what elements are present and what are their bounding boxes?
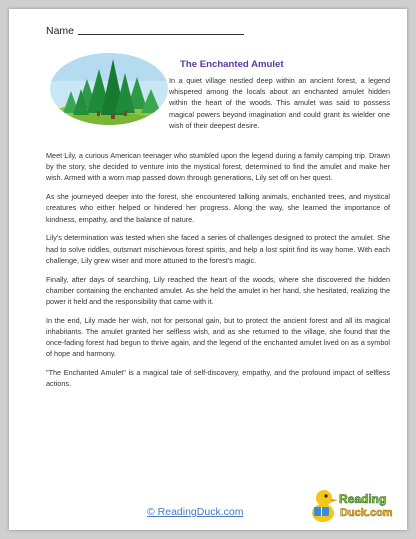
paragraph: Meet Lily, a curious American teenager who stumbled upon the legend during a family camping trip. Drawn by the story, she decided to venture into the mystical forest, determined to find the amulet and make her wish. Armed with a worn map passed down through generations, Lily set off on her quest. (46, 151, 390, 183)
paragraph: In the end, Lily made her wish, not for personal gain, but to protect the ancient forest and all its magical inhabitants. The amulet granted her selfless wish, and as she returned to the village, she found that the once-fading forest had begun to thrive again, and the legend of the enchanted amulet lived on as a symbol of hope and harmony. (46, 315, 390, 359)
worksheet-page (9, 9, 407, 530)
logo-text-bottom: Duck.com (340, 507, 393, 519)
name-field (46, 25, 244, 37)
forest-illustration (49, 51, 169, 126)
name-write-line (78, 33, 244, 35)
logo-text-top: Reading (339, 492, 387, 506)
paragraph: Lily's determination was tested when she faced a series of challenges designed to protect the amulet. She had to solve riddles, outsmart mischievous forest spirits, and help a lost spirit find its way home. With each challenge, Lily grew wiser and more attuned to the forest's magic. (46, 233, 390, 265)
story-title: The Enchanted Amulet (180, 59, 284, 70)
paragraph: "The Enchanted Amulet" is a magical tale of self-discovery, empathy, and the profound impact of selfless actions. (46, 368, 390, 389)
intro-paragraph: In a quiet village nestled deep within an ancient forest, a legend whispered among the locals about an enchanted amulet hidden within the heart of the woods. This amulet was said to possess magical powers beyond imagination and could grant its wielder one wish of their deepest desire. (169, 76, 390, 130)
paragraph: Finally, after days of searching, Lily reached the heart of the woods, where she discovered the hidden chamber containing the enchanted amulet. As she held the amulet in her hand, she hesitated, realizing the power it held and the responsibility that came with it. (46, 274, 390, 307)
paragraph: As she journeyed deeper into the forest, she encountered talking animals, enchanted trees, and mystical creatures who either helped or hindered her progress. Along the way, she learned the importance of kindness, empathy, and the balance of nature. (46, 192, 390, 224)
name-label: Name (46, 25, 75, 37)
story-body (46, 150, 390, 397)
reading-duck-logo (309, 481, 399, 525)
readingduck-link[interactable]: © ReadingDuck.com (147, 506, 244, 518)
